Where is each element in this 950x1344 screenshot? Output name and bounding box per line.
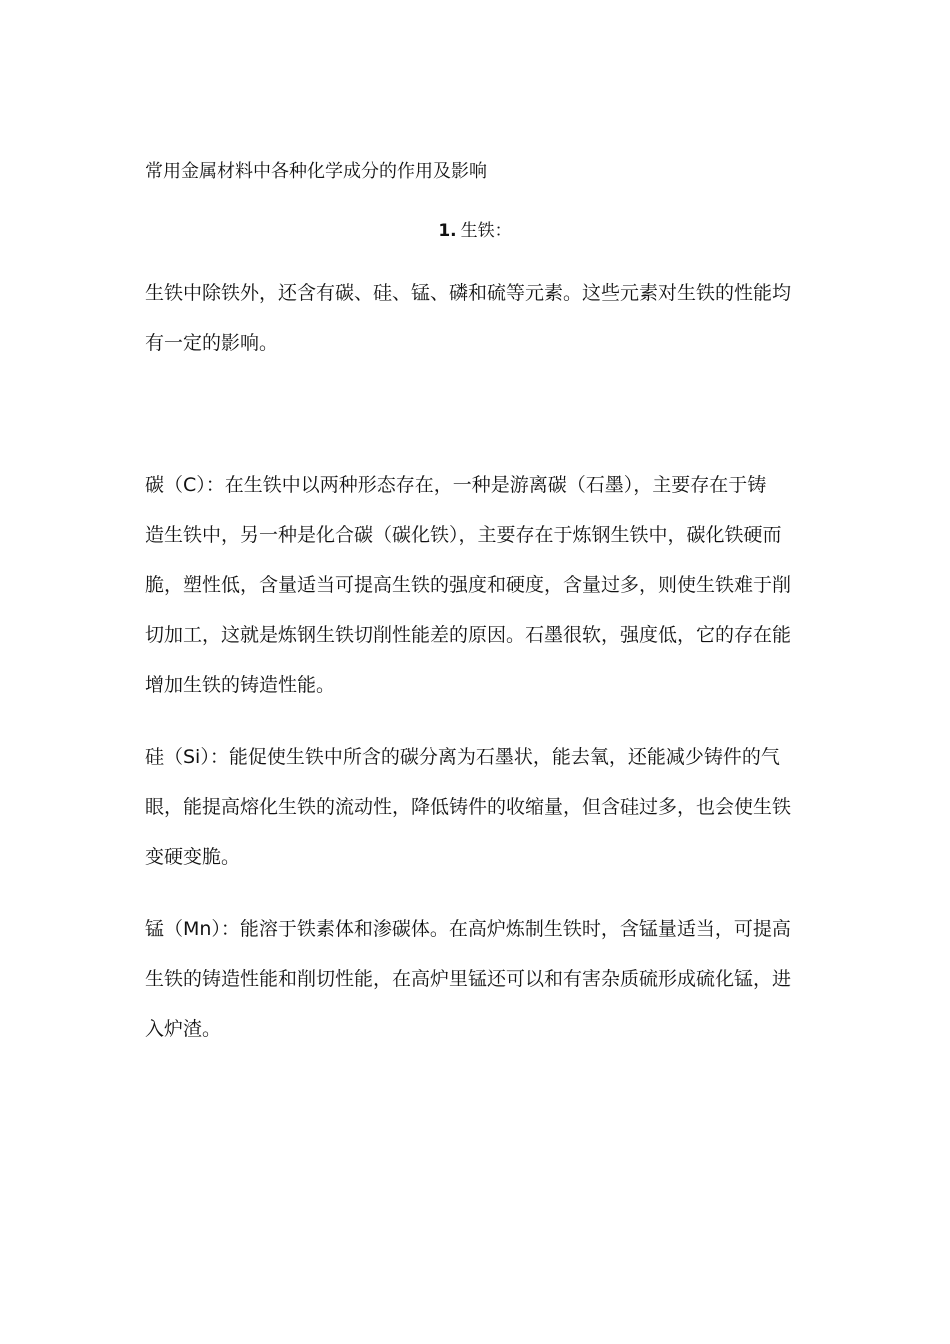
- paragraph-silicon: [145, 732, 810, 882]
- paragraph-line: 碳（C）：在生铁中以两种形态存在，一种是游离碳（石墨），主要存在于铸: [145, 474, 767, 496]
- section-heading: [0, 217, 950, 245]
- paragraph-line: 变硬变脆。: [145, 846, 241, 868]
- paragraph-line: 有一定的影响。: [145, 332, 279, 354]
- paragraph-line: 入炉渣。: [145, 1018, 222, 1040]
- paragraph-line: 眼，能提高熔化生铁的流动性，降低铸件的收缩量，但含硅过多，也会使生铁: [145, 796, 792, 818]
- paragraph-carbon: [145, 460, 810, 710]
- paragraph-line: 脆，塑性低，含量适当可提高生铁的强度和硬度，含量过多，则使生铁难于削: [145, 574, 792, 596]
- document-title: 常用金属材料中各种化学成分的作用及影响: [145, 161, 487, 182]
- paragraph-line: 生铁中除铁外，还含有碳、硅、锰、磷和硫等元素。这些元素对生铁的性能均: [145, 282, 792, 304]
- paragraph-line: 生铁的铸造性能和削切性能，在高炉里锰还可以和有害杂质硫形成硫化锰，进: [145, 968, 792, 990]
- paragraph-line: 硅（Si）：能促使生铁中所含的碳分离为石墨状，能去氧，还能减少铸件的气: [145, 746, 780, 768]
- paragraph-line: 切加工，这就是炼钢生铁切削性能差的原因。石墨很软，强度低，它的存在能: [145, 624, 792, 646]
- paragraph-line: 造生铁中，另一种是化合碳（碳化铁），主要存在于炼钢生铁中，碳化铁硬而: [145, 524, 782, 546]
- paragraph-line: 增加生铁的铸造性能。: [145, 674, 336, 696]
- paragraph-intro: [145, 268, 810, 368]
- section-number: 1.: [438, 221, 457, 241]
- paragraph-manganese: [145, 904, 810, 1054]
- paragraph-line: 锰（Mn）：能溶于铁素体和渗碳体。在高炉炼制生铁时，含锰量适当，可提高: [145, 918, 791, 940]
- section-label: 生铁：: [460, 221, 512, 241]
